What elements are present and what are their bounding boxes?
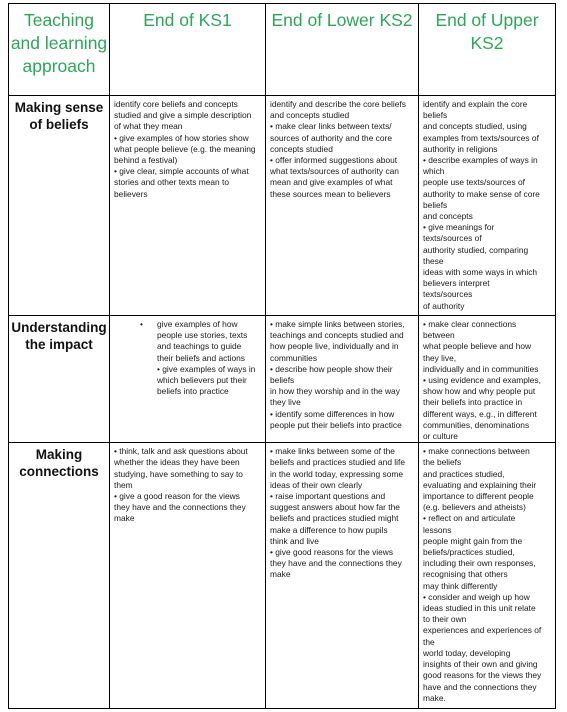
- header-row: [9, 4, 556, 96]
- cell-upper-ks2-making-connections: • make connections between the beliefs and practices studied, evaluating and explaining their importance to different people (e.g. believers and atheists) • reflect on and articulate lessons people might gain from the beliefs/practices studied, including their own responses, recognising that others may think differently • consider and weigh up how ideas studied in this unit relate to their own experiences and experiences of the world today, developing insights of their own and giving good reasons for the views they have and the connections they make.: [419, 443, 556, 709]
- header-approach: Teaching and learning approach: [9, 4, 110, 96]
- bullet-marker: •: [140, 319, 143, 329]
- cell-ks1-understanding-impact: [110, 316, 266, 443]
- cell-lower-ks2-making-sense: identify and describe the core beliefs and concepts studied • make clear links between texts/ sources of authority and the core concepts studied • offer informed suggestions about what texts/sources of authority can mean and give examples of what these sources mean to believers: [266, 96, 419, 316]
- cell-ks1-making-sense: identify core beliefs and concepts studied and give a simple description of what they mean • give examples of how stories show what people believe (e.g. the meaning behind a festival) • give clear, simple accounts of what stories and other texts mean to believers: [110, 96, 266, 316]
- table-row: [9, 96, 556, 316]
- row-title-making-sense: Making sense of beliefs: [9, 96, 110, 316]
- cell-ks1-understanding-impact-text: give examples of how people use stories, texts and teachings to guide their beliefs and actions • give examples of ways in which believers put their beliefs into practice: [157, 319, 256, 397]
- curriculum-table: [8, 3, 556, 709]
- table-row: [9, 443, 556, 709]
- table-row: [9, 316, 556, 443]
- cell-upper-ks2-understanding-impact: • make clear connections between what people believe and how they live, individually and in communities • using evidence and examples, show how and why people put their beliefs into practice in different ways, e.g., in different communities, denominations or culture: [419, 316, 556, 443]
- row-title-understanding-impact: Understanding the impact: [9, 316, 110, 443]
- row-title-making-connections: Making connections: [9, 443, 110, 709]
- header-ks1: End of KS1: [110, 4, 266, 96]
- cell-ks1-making-connections: • think, talk and ask questions about whether the ideas they have been studying, have something to say to them • give a good reason for the views they have and the connections they make: [110, 443, 266, 709]
- header-upper-ks2: End of Upper KS2: [419, 4, 556, 96]
- header-lower-ks2: End of Lower KS2: [266, 4, 419, 96]
- cell-lower-ks2-understanding-impact: • make simple links between stories, teachings and concepts studied and how people live, individually and in communities • describe how people show their beliefs in how they worship and in the way they live • identify some differences in how people put their beliefs into practice: [266, 316, 419, 443]
- cell-upper-ks2-making-sense: identify and explain the core beliefs and concepts studied, using examples from texts/sources of authority in religions • describe examples of ways in which people use texts/sources of authority to make sense of core beliefs and concepts • give meanings for texts/sources of authority studied, comparing these ideas with some ways in which believers interpret texts/sources of authority: [419, 96, 556, 316]
- cell-lower-ks2-making-connections: • make links between some of the beliefs and practices studied and life in the world today, expressing some ideas of their own clearly • raise important questions and suggest answers about how far the beliefs and practices studied might make a difference to how pupils think and live • give good reasons for the views they have and the connections they make: [266, 443, 419, 709]
